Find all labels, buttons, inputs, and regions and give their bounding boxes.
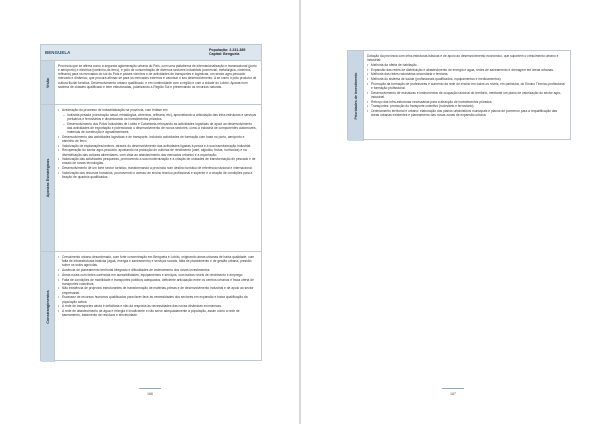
investment-side-label — [348, 51, 364, 141]
investment-section — [348, 51, 570, 141]
strategy-title: Apostas Estratégicas — [45, 158, 50, 198]
region-name: BENGUELA — [45, 50, 71, 55]
strategy-side-label — [41, 105, 55, 251]
list-item: • Transportes: promoção do transporte colectivo (rodoviário e ferroviário). — [367, 104, 566, 108]
vision-side-label — [41, 61, 55, 104]
page-number-left: 186 — [139, 392, 161, 396]
list-item: • Reforço das infra-estruturas necessárias para a atracção de investimentos privados. — [367, 100, 566, 104]
investment-content — [367, 54, 566, 118]
list-item: • Melhoria das redes rodoviárias secundária e terciária. — [367, 72, 566, 76]
page-number-right: 187 — [442, 392, 464, 396]
list-item: • Valorização das actividades pesqueiras, promovendo a sua modernização e a criação de unidades de transformação de pescado e de ensaio de novas tecnologias. — [58, 157, 257, 165]
list-item: • Desenvolvimento de um forte sector turístico, transformando a província num destino turístico de referência nacional e internacional. — [58, 166, 257, 170]
list-item: • Aceleração do processo de industrialização na província, com ênfase em: — [58, 108, 257, 112]
list-item: Dotação da província com infra-estruturas básicas e de apoio ao desenvolvimento económico, que suportem o crescimento urbano e industrial: — [367, 54, 559, 63]
constraints-list — [58, 255, 257, 317]
list-item: • Promoção da formação de professores e aumento da rede de ensino em todos os níveis, em particular, do Ensino Técnico-profissional e formação profissional. — [367, 82, 566, 90]
list-item: • Melhoria do sistema de saúde (profissionais qualificados, equipamentos e medicamentos). — [367, 77, 566, 81]
list-item: • Recuperação do sector agro-pecuário, apostando na produção de culturas de rendimento (café, algodão, frutas, hortícolas) e na diversificação das culturas alimentares, com vista ao abastecimento dos mercados urbanos e a exportação. — [58, 148, 257, 156]
list-item: • Ausência de planeamento territorial integrado e dificuldades de ordenamento dos novos investimentos. — [58, 268, 257, 272]
list-item: • Crescimento urbano desordenado, com forte concentração em Benguela e Lobito, originando áreas urbanas de baixa qualidade, com falta de infraestruturas básicas (água, energia e saneamento) e serviços sociais, falta de planeamento e de gestão urbana, pressão sobre os solos agrícolas. — [58, 255, 257, 267]
right-page — [301, 0, 600, 424]
capital-label: Capital: Benguela — [209, 52, 240, 57]
strategy-content — [58, 108, 257, 180]
left-page — [0, 0, 299, 424]
province-table — [40, 44, 262, 361]
list-item: • Não existência de projectos estruturantes de transformação de matérias-primas e de desenvolvimento industrial e de apoio ao sector empresarial. — [58, 286, 257, 294]
list-item: • Áreas rurais com fortes carências em acessibilidades, equipamentos e serviços, com baixos níveis de rendimento e emprego. — [58, 273, 257, 277]
list-item: • Falta de condições de mobilidade e transportes públicos adequados, deficiente articulação entre os centros urbanos e fraca oferta de transportes colectivos. — [58, 278, 257, 286]
list-item: • A rede de abastecimento de água e energia é insuficiente e não serve adequadamente a população, assim como a rede de saneamento, tratamento de resíduos e electricidade. — [58, 309, 257, 317]
vision-content — [58, 64, 257, 90]
list-item: • Expansão das redes de distribuição e abastecimento de energia e água, redes de saneamento e drenagem em áreas urbanas. — [367, 68, 566, 72]
investment-title: Prioridades de Investimento — [353, 72, 358, 120]
list-item: • Valorização dos recursos humanos, promovendo o acesso ao ensino técnico-profissional e superior e a criação de condições para a fixação de quadros qualificados. — [58, 171, 257, 179]
list-item: • Desenvolvimento de estruturas e instrumentos de ocupação racional do território, mediante um plano de valorização do sector agro-industrial. — [367, 91, 566, 99]
list-item: • Desenvolvimento das actividades logísticas e de transporte, incluindo actividades de formação com base no porto, aeroporto e caminho de ferro. — [58, 135, 257, 143]
vision-section — [41, 61, 261, 105]
population-label: População: 2.231.385 — [209, 48, 246, 52]
constraints-section — [41, 252, 261, 362]
list-item: • Ordenamento territorial e urbano: elaboração dos planos urbanísticos municipais e planos de pormenor para a requalificação das áreas urbanas existentes e planeamento das novas zonas de expansão urbana. — [367, 109, 566, 117]
investment-list — [367, 54, 566, 118]
list-item: – Indústria pesada (construção naval, metalúrgica, cimentos, refinaria, etc), aproveitando a articulação das infra-estruturas e serviços portuários e ferroviários e dinamizando os investimentos privados. — [58, 113, 257, 121]
vision-text: Província que se afirma como a segunda aglomeração urbana do País, com uma plataforma de internacionalização e transnacional (porto e aeroporto) e eléctrica (caminho-de-ferro), e pólo de concentração de diversos sectores industriais (comercial, metalúrgica, cimentos, refinaria) para os mercados do sul do País e países vizinhos e de actividades de transportes e logísticas, um sector agro-pecuário mercado e dinâmico, que procura afirmar-se para os mercados externos e valorizar o seu desenvolvimento. A se como o pólo produtor de cultura fluvial turística. Desenvolvimento urbano qualificado, e em continuidade com a região e com a cidade do Lobito. Aposta num sistema de cidades qualificado e bem estruturadas, polarizando a Região Sul e preservando os recursos naturais. — [58, 64, 257, 89]
list-item: – Desenvolvimento dos Pólos Industriais de Lobito e Catumbela reforçando as actividades logísticas de apoio ao desenvolvimento das actividades de exportação e potenciando o desenvolvimento de novos sectores, como a indústria de componentes automóveis, materiais de construção e agroalimentares. — [58, 122, 257, 134]
vision-title: Visão — [45, 77, 50, 88]
province-header — [41, 45, 261, 61]
list-item: • Melhoria da oferta de habitação. — [367, 63, 566, 67]
population-info — [209, 48, 245, 57]
strategy-section — [41, 105, 261, 252]
strategy-list — [58, 108, 257, 179]
list-item: • Valorização de esplanações/centros, através do desenvolvimento das actividades ligadas à pesca e à sua transformação industrial. — [58, 144, 257, 148]
list-item: • A rede de transportes ainda é deficitária e não dá resposta às necessidades das novas dinâmicas económicas. — [58, 304, 257, 308]
constraints-content — [58, 255, 257, 318]
investment-table — [347, 50, 571, 140]
constraints-title: Constrangimentos — [45, 290, 50, 324]
list-item: • Escassez de recursos humanos qualificados para fazer face às necessidades dos sectores em expansão e baixa qualificação da população activa. — [58, 295, 257, 303]
constraints-side-label — [41, 252, 55, 362]
